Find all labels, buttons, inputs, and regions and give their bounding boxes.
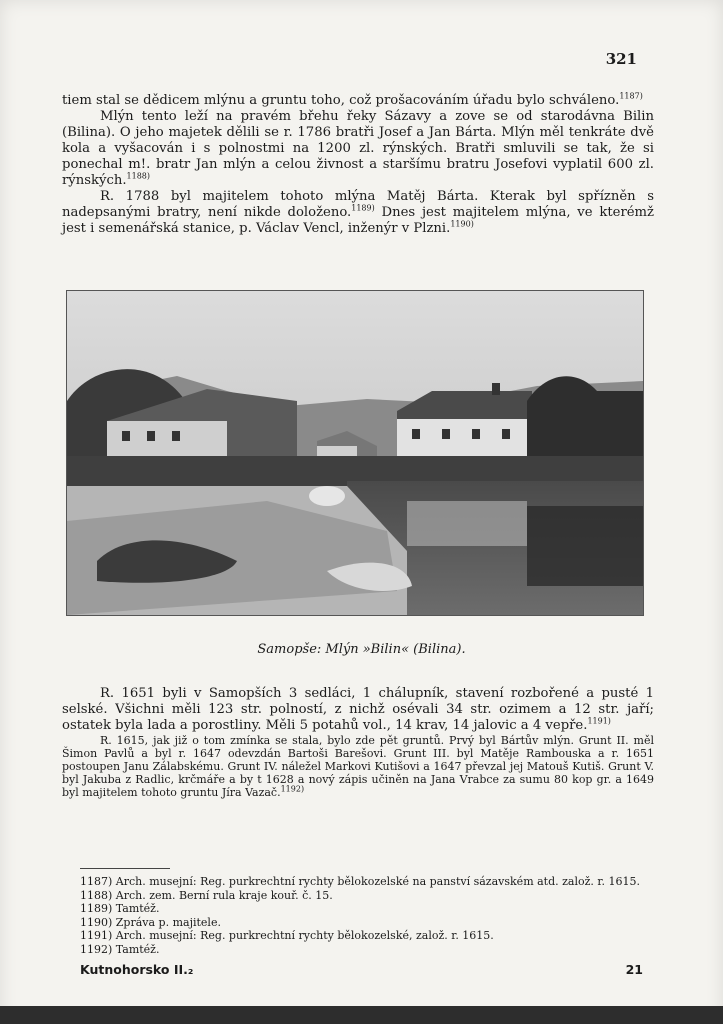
mill-photograph [66, 290, 644, 616]
footer-sheet-number: 21 [625, 962, 643, 977]
footnote-1191: 1191) Arch. musejní: Reg. purkrechtní rychty bělokozelské, založ. r. 1615. [80, 929, 494, 942]
text-top [62, 93, 654, 237]
paragraph-4: R. 1651 byli v Samopších 3 sedláci, 1 chálupník, stavení rozbořené a pusté 1 selské. Všichni měli 123 str. polností, z nichž osévali 34 str. ozimem a 12 str. jaří; ostatek byla lada a porostliny. Měli 5 potahů vol., 14 krav, 14 jalovic a 4 vepře.$^{1191)}$ [62, 686, 654, 733]
footnote-rule [80, 868, 170, 869]
paragraph-1: tiem stal se dědicem mlýnu a gruntu toho, což prošacováním úřadu bylo schváleno.$^{1187)}$ [62, 91, 643, 108]
figure-caption: Samopše: Mlýn »Bilin« (Bilina). [257, 642, 466, 657]
paragraph-3: R. 1788 byl majitelem tohoto mlýna Matěj Bárta. Kterak byl spřízněn s nadepsanými bratry, není nikde doloženo.$^{1189)}$ Dnes jest majitelem mlýna, ve kterémž jest i semenářská stanice, p. Václav Vencl, inženýr v Plzni.$^{1190)}$ [62, 189, 655, 236]
footnote-1188: 1188) Arch. zem. Berní rula kraje kouř. č. 15. [80, 888, 333, 902]
page-number: 321 [605, 50, 637, 68]
paragraph-5: R. 1615, jak již o tom zmínka se stala, bylo zde pět gruntů. Prvý byl Bártův mlýn. Grunt II. měl Šimon Pavlů a byl r. 1647 odevzdán Bartoši Barešovi. Grunt III. byl Matěje Rambouska a r. 1651 postoupen Janu Zálabskému. Grunt IV. náležel Markovi Kutišovi a 1647 převzal jej Matouš Kutiš. Grunt V. byl Jakuba z Radlic, krčmáře a by t 1628 a nový zápis učiněn na Jana Vrabce za sumu 80 kop gr. a 1649 byl majitelem tohoto gruntu Jíra Vazač.$^{1192)}$ [62, 734, 654, 799]
text-bottom [62, 686, 654, 799]
scan-bottom-edge [0, 1006, 723, 1024]
photo-illustration [67, 291, 643, 615]
footnote-1190: 1190) Zpráva p. majitele. [80, 915, 221, 929]
footnote-1187: 1187) Arch. musejní: Reg. purkrechtní rychty bělokozelské na panství sázavském atd. založ. r. 1615. [80, 875, 640, 888]
footnote-1192: 1192) Tamtéž. [80, 942, 160, 956]
footnote-1189: 1189) Tamtéž. [80, 902, 160, 915]
footer-book-title: Kutnohorsko II.₂ [80, 962, 194, 977]
footnotes [80, 868, 660, 956]
paragraph-2: Mlýn tento leží na pravém břehu řeky Sázavy a zove se od starodávna Bilin (Bilina). O jeho majetek dělili se r. 1786 bratři Josef a Jan Bárta. Mlýn měl tenkráte dvě kola a vyšacován i s polnostmi na 1200 zl. rýnských. Bratři smluvili se tak, že si ponechal m!. bratr Jan mlýn a celou živnost a staršímu bratru Josefovi vyplatil 600 zl. rýnských.$^{1188)}$ [62, 109, 654, 188]
